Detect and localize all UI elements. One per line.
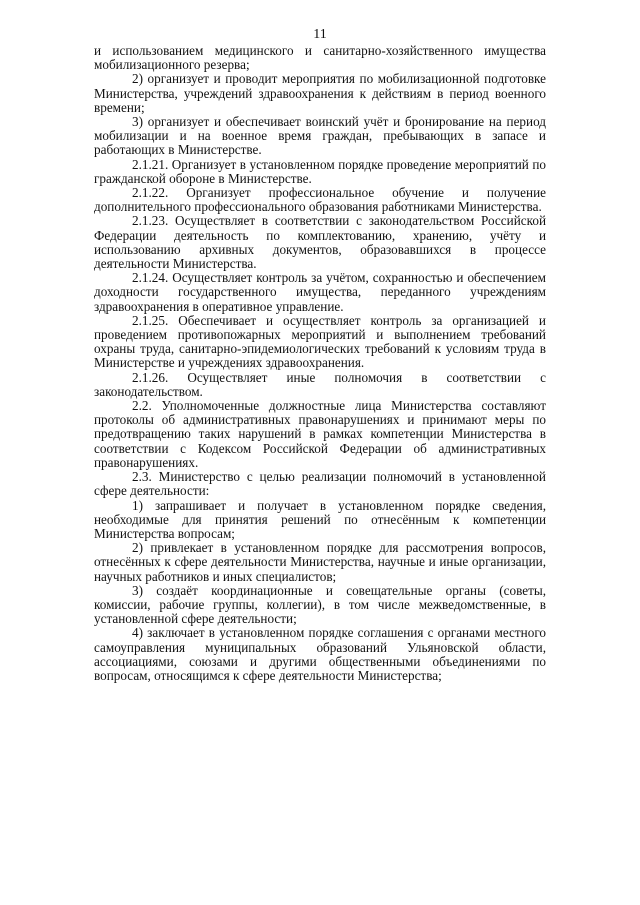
paragraph-2-1-24: 2.1.24. Осуществляет контроль за учётом, сохранностью и обеспечением доходности государственного имущества, переданного учреждениям здравоохранения в оперативное управление. xyxy=(94,270,546,314)
paragraph-item-3: 3) организует и обеспечивает воинский учёт и бронирование на период мобилизации и на военное время граждан, пребывающих в запасе и работающих в Министерстве. xyxy=(94,114,546,158)
paragraph-2-3: 2.3. Министерство с целью реализации полномочий в установленной сфере деятельности: xyxy=(94,469,546,499)
paragraph-2-1-22: 2.1.22. Организует профессиональное обучение и получение дополнительного профессионального образования работниками Министерства. xyxy=(94,185,546,215)
paragraph-2-1-26: 2.1.26. Осуществляет иные полномочия в соответствии с законодательством. xyxy=(94,369,546,399)
paragraph-2-1-21: 2.1.21. Организует в установленном порядке проведение мероприятий по гражданской обороне в Министерстве. xyxy=(94,156,546,186)
paragraph-2-3-item-4: 4) заключает в установленном порядке соглашения с органами местного самоуправления муниципальных образований Ульяновской области, ассоциациями, союзами и другими общественными объединениями по вопросам, относящимся к сфере деятельности Министерства; xyxy=(94,625,546,683)
paragraph-2-3-item-1: 1) запрашивает и получает в установленном порядке сведения, необходимые для принятия решений по отнесённым к компетенции Министерства вопросам; xyxy=(94,497,546,541)
paragraph-2-2: 2.2. Уполномоченные должностные лица Министерства составляют протоколы об административных правонарушениях и принимают меры по предотвращению таких нарушений в рамках компетенции Министерства в соответствии с Кодексом Российской Федерации об административных правонарушениях. xyxy=(94,398,546,470)
paragraph-2-1-25: 2.1.25. Обеспечивает и осуществляет контроль за организацией и проведением противопожарных мероприятий и выполнением требований охраны труда, санитарно-эпидемиологических требований к условиям труда в Министерстве и учреждениях здравоохранения. xyxy=(94,312,546,371)
paragraph-continuation: и использованием медицинского и санитарно-хозяйственного имущества мобилизационного резерва; xyxy=(94,43,546,73)
paragraph-2-3-item-3: 3) создаёт координационные и совещательные органы (советы, комиссии, рабочие группы, коллегии), в том числе межведомственные, в установленной сфере деятельности; xyxy=(94,582,546,627)
page-number: 11 xyxy=(313,27,327,42)
paragraph-2-3-item-2: 2) привлекает в установленном порядке для рассмотрения вопросов, отнесённых к сфере деятельности Министерства, научные и иные организации, научных работников и иных специалистов; xyxy=(94,540,546,584)
paragraph-item-2: 2) организует и проводит мероприятия по мобилизационной подготовке Министерства, учреждений здравоохранения к действиям в период военного времени; xyxy=(94,71,546,115)
paragraph-2-1-23: 2.1.23. Осуществляет в соответствии с законодательством Российской Федерации деятельность по комплектованию, хранению, учёту и использованию архивных документов, образовавшихся в процессе деятельности Министерства. xyxy=(94,213,546,272)
document-body xyxy=(94,44,546,683)
